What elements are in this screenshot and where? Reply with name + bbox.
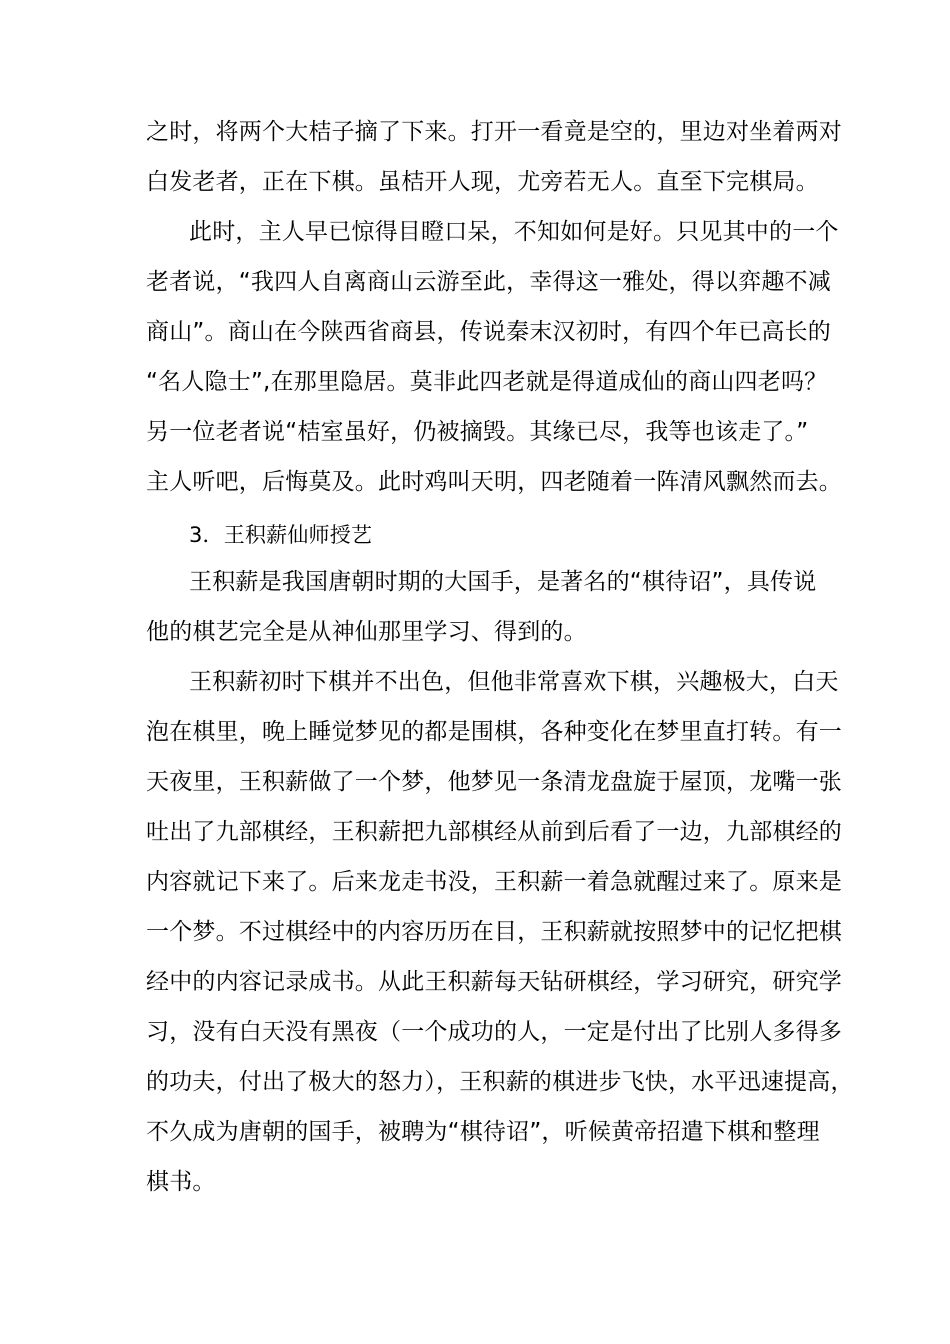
- text-line: 泡在棋里，晚上睡觉梦见的都是围棋，各种变化在梦里直打转。有一: [146, 719, 842, 745]
- text-line: 主人听吧，后悔莫及。此时鸡叫天明，四老随着一阵清风飘然而去。: [146, 469, 842, 495]
- text-line: 一个梦。不过棋经中的内容历历在目，王积薪就按照梦中的记忆把棋: [146, 919, 842, 945]
- text-line: “名人隐士”,在那里隐居。莫非此四老就是得道成仙的商山四老吗？: [146, 369, 828, 395]
- text-line: 老者说，“我四人自离商山云游至此，幸得这一雅处，得以弈趣不减: [146, 269, 831, 295]
- text-line: 内容就记下来了。后来龙走书没，王积薪一着急就醒过来了。原来是: [146, 869, 842, 895]
- text-line: 棋书。: [146, 1169, 216, 1195]
- text-line: 习，没有白天没有黑夜（一个成功的人，一定是付出了比别人多得多: [146, 1019, 842, 1045]
- text-line: 之时，将两个大桔子摘了下来。打开一看竟是空的，里边对坐着两对: [146, 119, 842, 145]
- text-line: 吐出了九部棋经，王积薪把九部棋经从前到后看了一边，九部棋经的: [146, 819, 842, 845]
- text-line: 商山”。商山在今陕西省商县，传说秦末汉初时，有四个年已高长的: [146, 319, 831, 345]
- text-line: 另一位老者说“桔室虽好，仍被摘毁。其缘已尽，我等也该走了。”: [146, 419, 809, 445]
- text-line: 不久成为唐朝的国手，被聘为“棋待诏”，听候黄帝招遣下棋和整理: [146, 1119, 820, 1145]
- text-line: 天夜里，王积薪做了一个梦，他梦见一条清龙盘旋于屋顶，龙嘴一张: [146, 769, 842, 795]
- text-line: 的功夫，付出了极大的怒力），王积薪的棋进步飞快，水平迅速提高，: [146, 1069, 854, 1095]
- paragraph-start-line: 此时，主人早已惊得目瞪口呆，不知如何是好。只见其中的一个: [189, 219, 839, 245]
- paragraph-start-line: 王积薪初时下棋并不出色，但他非常喜欢下棋，兴趣极大，白天: [189, 669, 839, 695]
- text-line: 白发老者，正在下棋。虽桔开人现，尤旁若无人。直至下完棋局。: [146, 169, 819, 195]
- section-heading: 3．王积薪仙师授艺: [189, 523, 373, 547]
- text-line: 他的棋艺完全是从神仙那里学习、得到的。: [146, 619, 587, 645]
- paragraph-start-line: 王积薪是我国唐朝时期的大国手，是著名的“棋待诏”，具传说: [189, 569, 817, 595]
- text-line: 经中的内容记录成书。从此王积薪每天钻研棋经，学习研究，研究学: [146, 969, 842, 995]
